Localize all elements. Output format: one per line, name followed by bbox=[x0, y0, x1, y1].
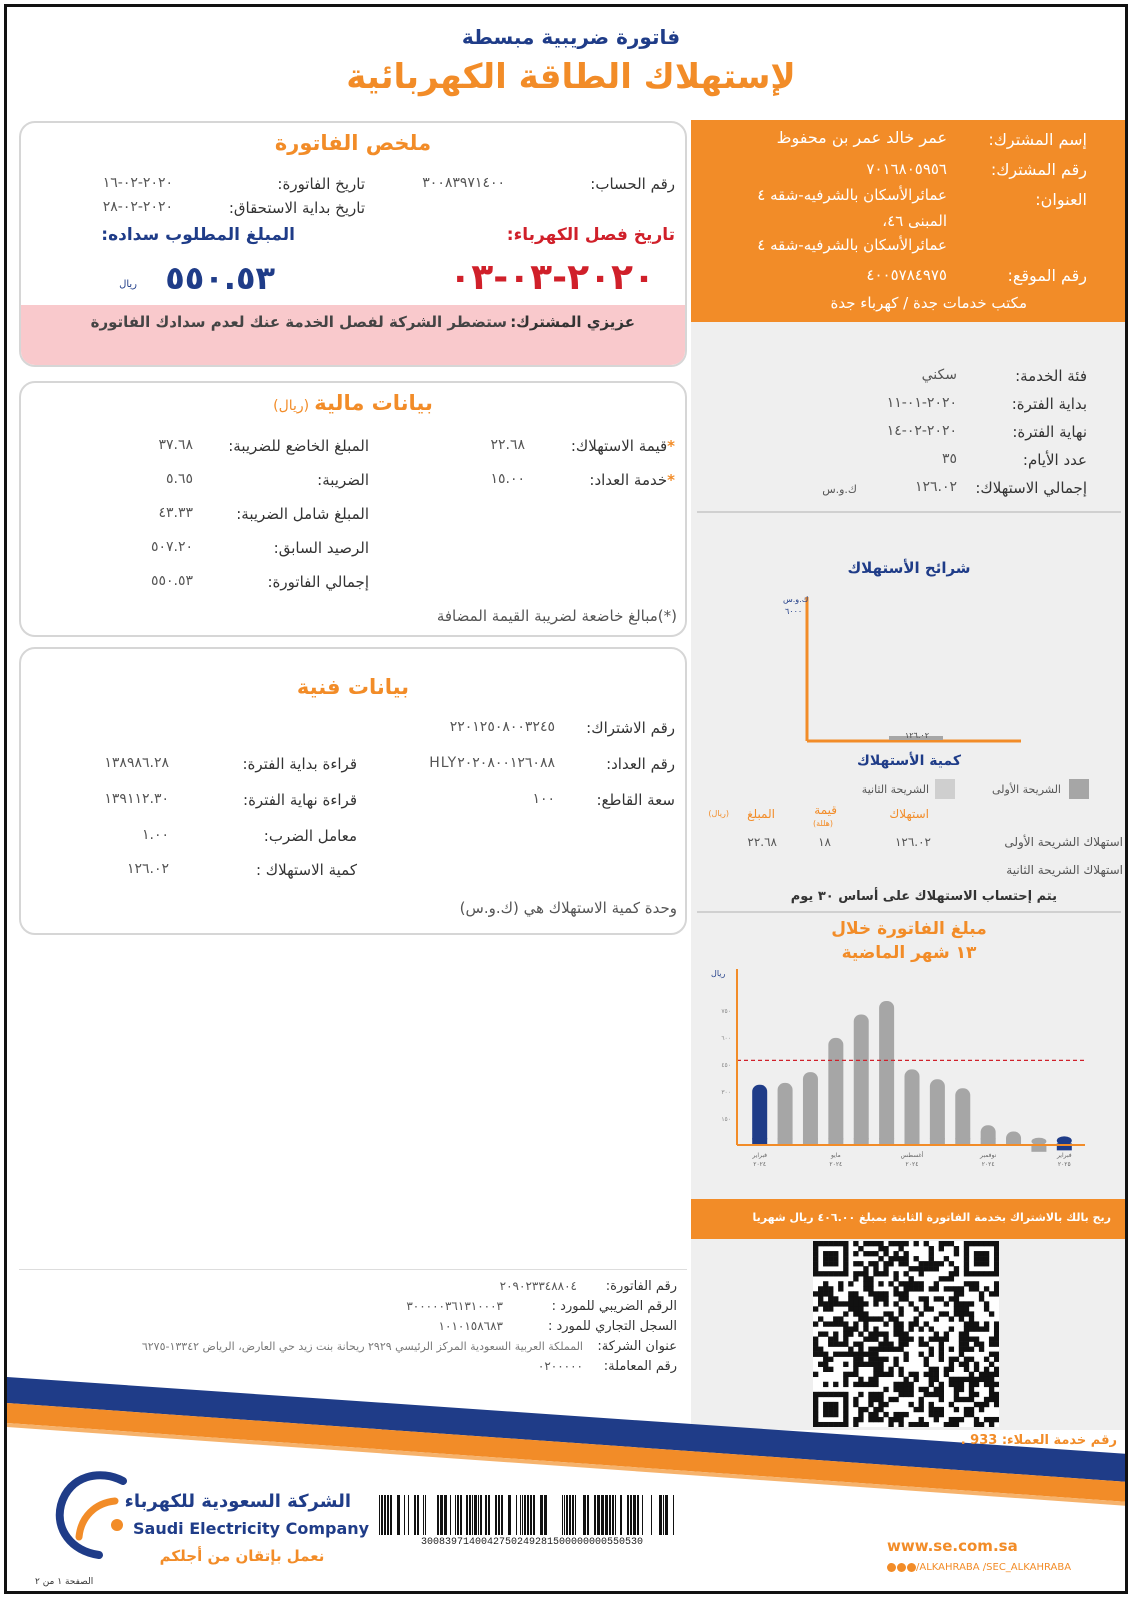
service-details bbox=[691, 347, 1127, 517]
meter-service-value: ١٥.٠٠ bbox=[490, 471, 525, 487]
tax-value: ٥.٦٥ bbox=[165, 471, 193, 487]
factor-value: ١.٠٠ bbox=[141, 827, 169, 843]
history-bar-base bbox=[828, 1138, 843, 1145]
footer-address-label: عنوان الشركة: bbox=[597, 1339, 677, 1354]
address-line-1: عمائرالأسكان بالشرفيه-شقه ٤ bbox=[757, 186, 947, 204]
legend-tier2: الشريحة الثانية bbox=[861, 783, 929, 796]
invoice-date-label: تاريخ الفاتورة: bbox=[277, 175, 365, 193]
divider bbox=[697, 511, 1121, 513]
financial-title-text: بيانات مالية bbox=[314, 391, 433, 415]
history-bar-base bbox=[879, 1138, 894, 1145]
subscription-number: ٢٢٠١٢٥٠٨٠٠٣٢٤٥ bbox=[449, 719, 555, 735]
divider bbox=[19, 1269, 687, 1270]
history-bar-base bbox=[752, 1138, 767, 1145]
social-handles[interactable]: /ALKAHRABA /SEC_ALKAHRABA bbox=[916, 1562, 1072, 1573]
history-x-tick-month: مايو bbox=[830, 1152, 841, 1159]
invoice-page bbox=[4, 4, 1128, 1594]
customer-service[interactable]: رقم خدمة العملاء: 933 . bbox=[960, 1433, 1117, 1448]
end-reading-label: قراءة نهاية الفترة: bbox=[243, 791, 357, 809]
history-bar bbox=[879, 1001, 894, 1145]
meter-label: رقم العداد: bbox=[606, 755, 675, 773]
promo-text: ربح بالك بالاشتراك بخدمة الفاتورة الثابتة بمبلغ ٤٠٦.٠٠ ريال شهريا bbox=[752, 1211, 1111, 1224]
breaker-label: سعة القاطع: bbox=[596, 791, 675, 809]
amount-due: ٥٥٠.٥٣ bbox=[165, 259, 275, 297]
history-x-tick-year: ٢٠٢٤ bbox=[981, 1161, 995, 1168]
company-name-ar: الشركة السعودية للكهرباء bbox=[124, 1491, 351, 1512]
tier1-value: ١٨ bbox=[818, 835, 831, 849]
history-bar-base bbox=[778, 1138, 793, 1145]
technical-title: بيانات فنية bbox=[296, 675, 410, 699]
address-line-2: المبنى ٤٦، bbox=[882, 212, 947, 230]
sec-logo-icon bbox=[51, 1467, 135, 1559]
customer-number: ٧٠١٦٨٠٥٩٥٦ bbox=[866, 160, 947, 178]
taxable-value: ٣٧.٦٨ bbox=[158, 437, 193, 453]
incl-tax-value: ٤٣.٣٣ bbox=[158, 505, 193, 521]
history-y-tick: ١٥٠ bbox=[721, 1116, 731, 1123]
financial-title bbox=[21, 391, 685, 415]
footer-address: المملكة العربية السعودية المركز الرئيسي ٢٩٢٩ ريحانة بنت زيد حي العارض، الرياض ١٣٣٤٢-٦٢٧٥ bbox=[141, 1340, 583, 1353]
history-bar bbox=[955, 1088, 970, 1145]
col-amount: المبلغ bbox=[747, 807, 775, 821]
footer-txn-label: رقم المعاملة: bbox=[603, 1359, 677, 1374]
social-links[interactable] bbox=[887, 1557, 1071, 1576]
legend-swatch-tier2 bbox=[935, 779, 955, 799]
address-label: العنوان: bbox=[1035, 190, 1087, 209]
history-chart bbox=[691, 913, 1127, 1197]
bill-summary-card bbox=[19, 121, 687, 367]
consumption-tiers bbox=[691, 517, 1127, 907]
footer-invoice-label: رقم الفاتورة: bbox=[605, 1279, 677, 1294]
service-office: مكتب خدمات جدة / كهرباء جدة bbox=[830, 294, 1027, 312]
cut-date: ٢٠٢٠-٠٣-٠٣ bbox=[449, 257, 655, 298]
customer-name-label: إسم المشترك: bbox=[988, 130, 1087, 149]
period-end-label: نهاية الفترة: bbox=[1012, 423, 1087, 441]
total-label: إجمالي الفاتورة: bbox=[267, 573, 369, 591]
category-label: فئة الخدمة: bbox=[1015, 367, 1087, 385]
history-bar bbox=[930, 1079, 945, 1145]
history-bar-base bbox=[905, 1138, 920, 1145]
history-bar-base bbox=[803, 1138, 818, 1145]
legend-swatch-tier1 bbox=[1069, 779, 1089, 799]
start-reading: ١٣٨٩٨٦.٢٨ bbox=[104, 755, 169, 771]
period-end: ٢٠٢٠-٠٢-١٤ bbox=[886, 423, 957, 439]
history-y-tick: ٣٠٠ bbox=[721, 1089, 731, 1096]
breaker-value: ١٠٠ bbox=[532, 791, 555, 807]
history-section bbox=[691, 913, 1127, 1197]
history-bar bbox=[752, 1085, 767, 1145]
footer-cr: ١٠١٠١٥٨٦٨٣ bbox=[438, 1319, 503, 1333]
tiers-title: شرائح الأستهلاك bbox=[847, 559, 971, 577]
qty-label: كمية الاستهلاك : bbox=[255, 861, 357, 879]
tiers-y-unit: ك.و.س bbox=[783, 595, 809, 604]
history-x-tick-year: ٢٠٢٤ bbox=[829, 1161, 843, 1168]
footer-cr-label: السجل التجاري للمورد : bbox=[547, 1319, 677, 1334]
promo-banner bbox=[691, 1199, 1127, 1239]
meter-service-label: *خدمة العداد: bbox=[589, 471, 675, 489]
col-value: قيمة bbox=[814, 803, 837, 817]
invoice-date: ٢٠٢٠-٠٢-١٦ bbox=[102, 175, 173, 191]
invoice-main-title: لإستهلاك الطاقة الكهربائية bbox=[346, 57, 796, 97]
subscription-label: رقم الاشتراك: bbox=[586, 719, 675, 737]
facebook-icon[interactable] bbox=[887, 1563, 896, 1572]
incl-tax-label: المبلغ شامل الضريبة: bbox=[236, 505, 369, 523]
history-y-tick: ٧٥٠ bbox=[721, 1008, 731, 1015]
history-x-tick-year: ٢٠٢٤ bbox=[753, 1161, 767, 1168]
footer-invoice: ٢٠٩٠٢٣٣٤٨٨٠٤ bbox=[499, 1279, 577, 1293]
history-bar bbox=[854, 1015, 869, 1146]
customer-info-box bbox=[691, 120, 1127, 322]
total-consumption: ١٢٦.٠٢ bbox=[914, 479, 957, 495]
vat-note: (*)مبالغ خاضعة لضريبة القيمة المضافة bbox=[436, 607, 677, 625]
days-label: عدد الأيام: bbox=[1022, 451, 1087, 469]
factor-label: معامل الضرب: bbox=[263, 827, 357, 845]
basis-note: يتم إحتساب الاستهلاك على أساس ٣٠ يوم bbox=[790, 889, 1057, 904]
footer-tax-label: الرقم الضريبي للمورد : bbox=[551, 1299, 677, 1314]
tier1-row-label: استهلاك الشريحة الأولى bbox=[1004, 835, 1123, 849]
end-reading: ١٣٩١١٢.٣٠ bbox=[104, 791, 169, 807]
history-x-tick-month: فبراير bbox=[752, 1152, 768, 1159]
customer-number-label: رقم المشترك: bbox=[990, 160, 1087, 179]
history-title-1: مبلغ الفاتورة خلال bbox=[831, 919, 987, 939]
due-start-label: تاريخ بداية الاستحقاق: bbox=[228, 199, 365, 217]
history-x-tick-year: ٢٠٢٥ bbox=[1057, 1161, 1071, 1168]
meter-number: HLY٢٠٢٠٨٠٠١٢٦٠٨٨ bbox=[429, 755, 555, 771]
warning-banner bbox=[21, 305, 685, 367]
prev-balance-value: ٥٠٧.٢٠ bbox=[150, 539, 193, 555]
account-label: رقم الحساب: bbox=[590, 175, 675, 193]
footer-info bbox=[19, 1279, 687, 1379]
history-bar-base bbox=[955, 1138, 970, 1145]
category-value: سكني bbox=[921, 367, 957, 383]
col-amount-unit: (ريال) bbox=[708, 809, 729, 818]
footer-tax-number: ٣٠٠٠٠٠٣٦١٣١٠٠٠٣ bbox=[406, 1299, 503, 1313]
history-bar bbox=[1031, 1138, 1046, 1145]
location-number: ٤٠٠٥٧٨٤٩٧٥ bbox=[866, 266, 947, 284]
history-bar-base bbox=[854, 1138, 869, 1145]
footer-txn: ٠٢٠٠٠٠٠ bbox=[537, 1359, 583, 1373]
financial-title-unit: (ريال) bbox=[273, 398, 310, 414]
vat-star: * bbox=[667, 471, 675, 489]
history-y-tick: ٤٥٠ bbox=[721, 1062, 731, 1069]
consumption-value: ٢٢.٦٨ bbox=[490, 437, 525, 453]
history-x-tick-month: فبراير bbox=[1056, 1152, 1072, 1159]
page-number: الصفحة ١ من ٢ bbox=[35, 1577, 94, 1587]
website-link[interactable]: www.se.com.sa bbox=[887, 1537, 1018, 1555]
twitter-icon[interactable] bbox=[897, 1563, 906, 1572]
vat-star: * bbox=[667, 437, 675, 455]
cut-date-label: تاريخ فصل الكهرباء: bbox=[506, 225, 675, 245]
tier1-consumption: ١٢٦.٠٢ bbox=[894, 835, 931, 849]
period-start-label: بداية الفترة: bbox=[1011, 395, 1087, 413]
customer-name: عمر خالد عمر بن محفوظ bbox=[776, 128, 947, 147]
account-number: ٣٠٠٨٣٩٧١٤٠٠ bbox=[422, 175, 505, 191]
due-start-date: ٢٠٢٠-٠٢-٢٨ bbox=[102, 199, 173, 215]
tiers-y-max: ٦٠٠٠ bbox=[785, 607, 803, 616]
company-slogan: نعمل بإتقان من أجلكم bbox=[159, 1547, 325, 1565]
warning-text: ستضطر الشركة لفصل الخدمة عنك لعدم سدادك الفاتورة bbox=[90, 313, 507, 331]
history-x-tick-month: أغسطس bbox=[900, 1152, 924, 1159]
amount-due-label: المبلغ المطلوب سداده: bbox=[101, 225, 295, 245]
tier2-row-label: استهلاك الشريحة الثانية bbox=[1006, 863, 1123, 877]
address-line-3: عمائرالأسكان بالشرفيه-شقه ٤ bbox=[757, 236, 947, 254]
col-value-sub: (هللة) bbox=[812, 819, 833, 828]
taxable-label: المبلغ الخاضع للضريبة: bbox=[228, 437, 369, 455]
total-consumption-label: إجمالي الاستهلاك: bbox=[975, 479, 1087, 497]
youtube-icon[interactable] bbox=[907, 1563, 916, 1572]
legend-tier1: الشريحة الأولى bbox=[991, 783, 1061, 796]
history-bar-base bbox=[930, 1138, 945, 1145]
start-reading-label: قراءة بداية الفترة: bbox=[242, 755, 357, 773]
prev-balance-label: الرصيد السابق: bbox=[273, 539, 369, 557]
amount-currency: ريال bbox=[119, 279, 137, 290]
consumption-value-label: *قيمة الاستهلاك: bbox=[570, 437, 675, 455]
warning-label: عزيزي المشترك: bbox=[510, 313, 635, 331]
history-x-tick-month: نوفمبر bbox=[980, 1152, 997, 1159]
period-start: ٢٠٢٠-٠١-١١ bbox=[886, 395, 957, 411]
tier1-amount: ٢٢.٦٨ bbox=[747, 835, 777, 849]
total-value: ٥٥٠.٥٣ bbox=[150, 573, 193, 589]
company-name-en: Saudi Electricity Company bbox=[133, 1519, 370, 1538]
tier1-bar-label: ١٢٦.٠٢ bbox=[905, 731, 930, 740]
financial-data-card bbox=[19, 381, 687, 637]
unit-note: وحدة كمية الاستهلاك هي (ك.و.س) bbox=[459, 899, 677, 917]
history-y-tick: ٦٠٠ bbox=[721, 1035, 731, 1042]
history-title-2: ١٣ شهر الماضية bbox=[841, 943, 977, 963]
history-bar-base bbox=[981, 1138, 996, 1145]
technical-data-card bbox=[19, 647, 687, 935]
invoice-type-title: فاتورة ضريبية مبسطة bbox=[461, 25, 681, 49]
history-bar bbox=[905, 1069, 920, 1145]
total-consumption-unit: ك.و.س bbox=[822, 483, 857, 496]
history-bar bbox=[828, 1038, 843, 1145]
tiers-x-label: كمية الأستهلاك bbox=[856, 753, 961, 769]
qty-value: ١٢٦.٠٢ bbox=[126, 861, 169, 877]
days-value: ٣٥ bbox=[941, 451, 957, 467]
barcode bbox=[377, 1495, 687, 1535]
history-bar bbox=[803, 1072, 818, 1145]
history-x-tick-year: ٢٠٢٤ bbox=[905, 1161, 919, 1168]
history-bar bbox=[778, 1083, 793, 1145]
tax-label: الضريبة: bbox=[317, 471, 369, 489]
barcode-number: 3008397140042750249281500000000550530 bbox=[420, 1537, 644, 1548]
col-consumption: استهلاك bbox=[889, 807, 929, 821]
history-y-unit: ريال bbox=[711, 969, 726, 978]
location-label: رقم الموقع: bbox=[1007, 266, 1087, 285]
bill-summary-title: ملخص الفاتورة bbox=[274, 131, 432, 155]
